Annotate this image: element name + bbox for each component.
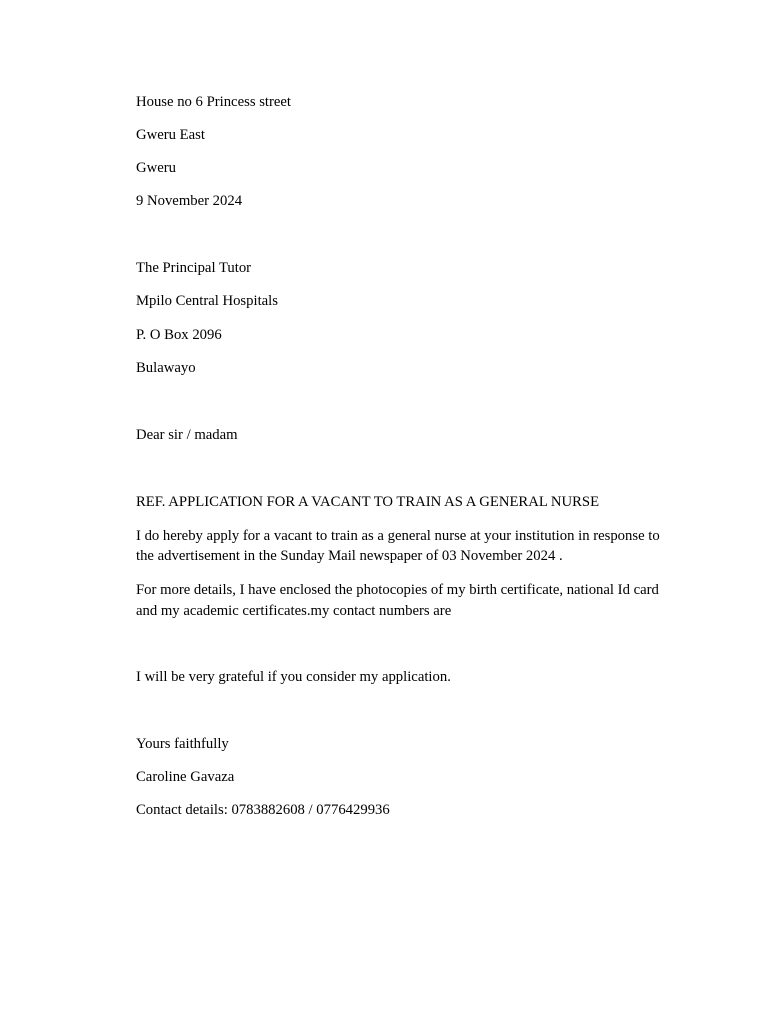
- valediction: Yours faithfully: [136, 736, 229, 752]
- sender-address-line-2: Gweru East: [136, 127, 205, 143]
- body-paragraph-1-line-2: the advertisement in the Sunday Mail newspaper of 03 November 2024 .: [136, 548, 563, 564]
- body-paragraph-2-line-2: and my academic certificates.my contact numbers are: [136, 603, 452, 619]
- salutation: Dear sir / madam: [136, 427, 238, 443]
- recipient-address-line-2: Mpilo Central Hospitals: [136, 293, 278, 309]
- sender-address-line-3: Gweru: [136, 160, 176, 176]
- subject-line: REF. APPLICATION FOR A VACANT TO TRAIN AS A GENERAL NURSE: [136, 494, 600, 510]
- body-paragraph-1-line-1: I do hereby apply for a vacant to train as a general nurse at your institution in response to: [136, 528, 660, 544]
- contact-details: Contact details: 0783882608 / 0776429936: [136, 802, 390, 818]
- body-paragraph-3: I will be very grateful if you consider my application.: [136, 669, 451, 685]
- recipient-address-line-3: P. O Box 2096: [136, 327, 222, 343]
- letter-date: 9 November 2024: [136, 193, 243, 209]
- signatory-name: Caroline Gavaza: [136, 769, 235, 785]
- recipient-address-line-1: The Principal Tutor: [136, 260, 252, 276]
- body-paragraph-2-line-1: For more details, I have enclosed the photocopies of my birth certificate, national Id card: [136, 582, 659, 598]
- recipient-address-line-4: Bulawayo: [136, 360, 196, 376]
- sender-address-line-1: House no 6 Princess street: [136, 94, 292, 110]
